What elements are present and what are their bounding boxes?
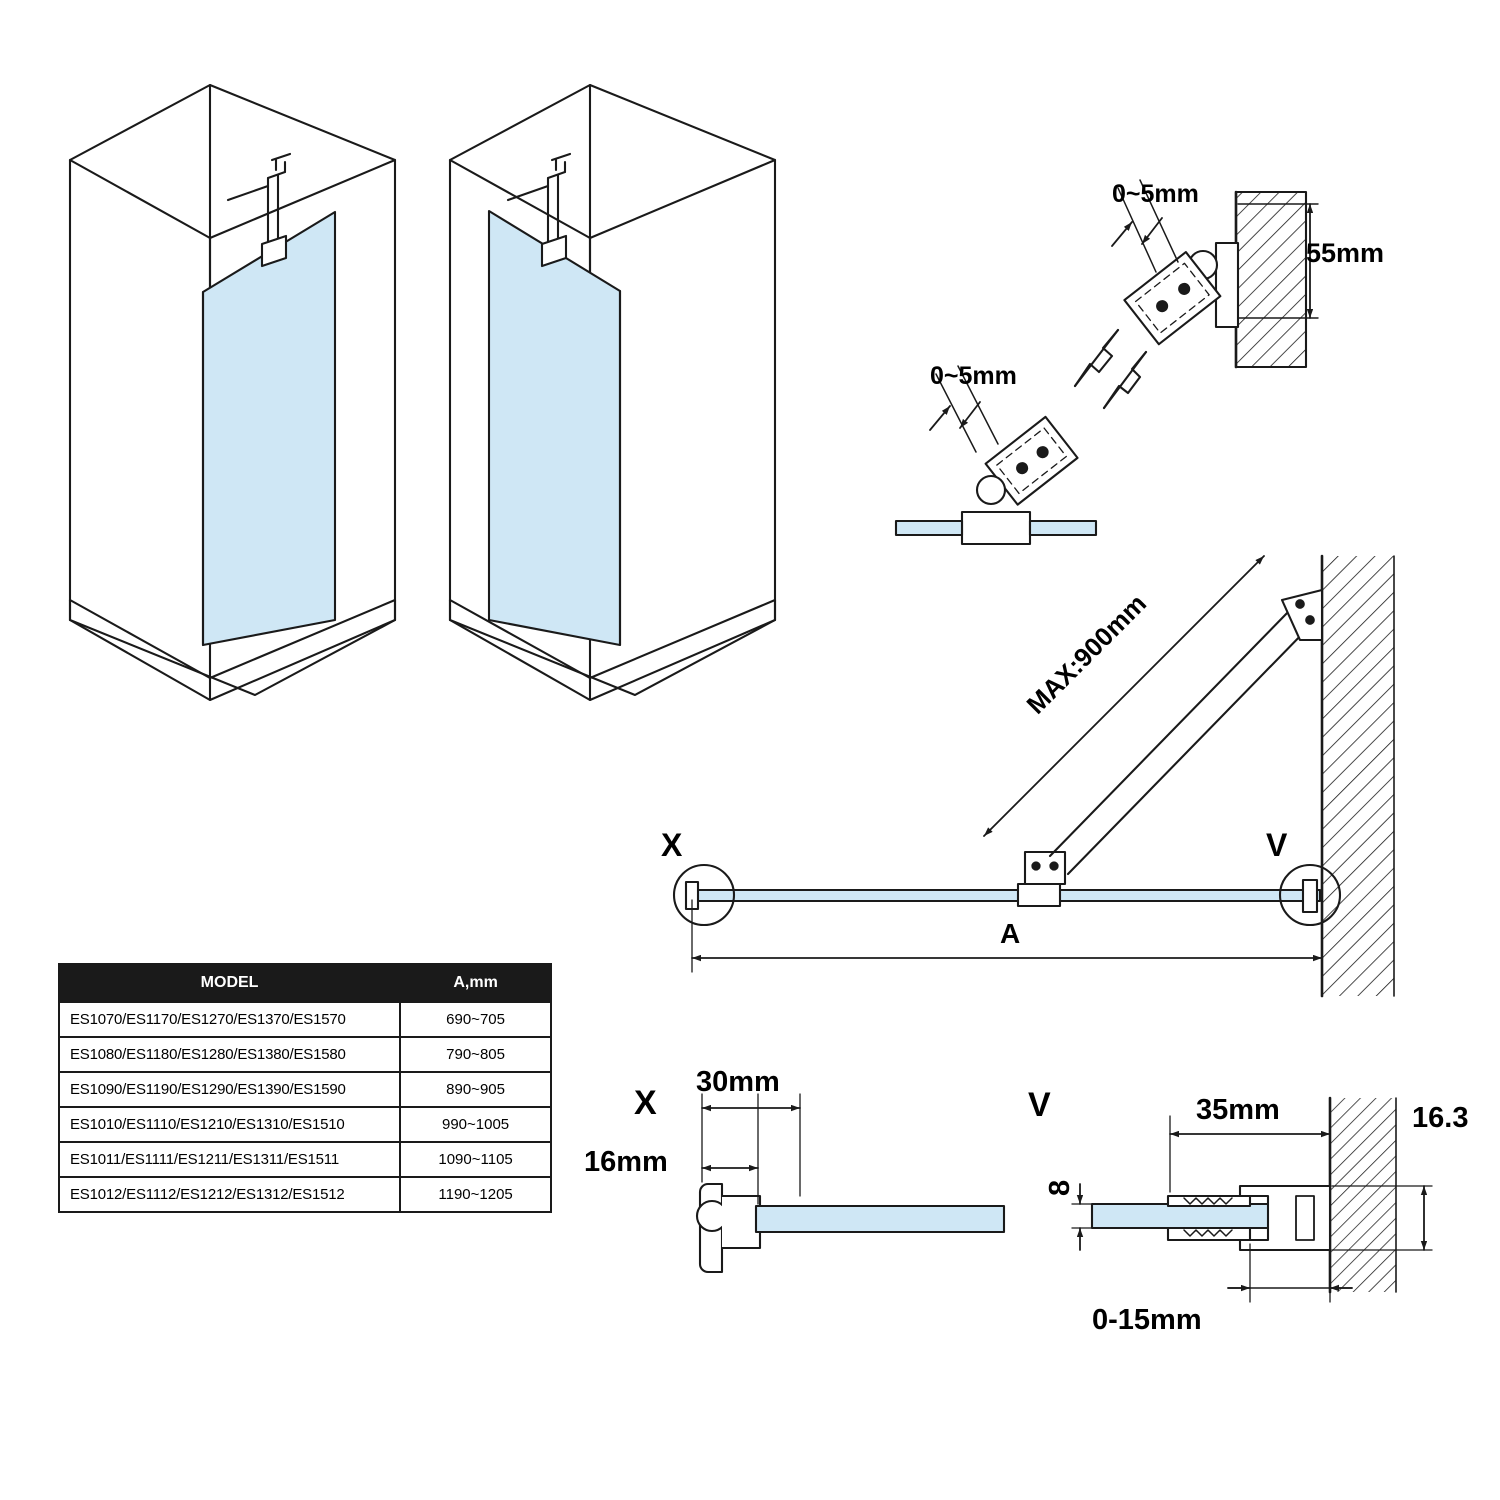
cell-model: ES1010/ES1110/ES1210/ES1310/ES1510 [59,1107,400,1142]
cell-a: 1190~1205 [400,1177,551,1212]
column-header-model: MODEL [59,964,400,1002]
glass-thickness-label: 8 [1044,1179,1076,1196]
table-row [59,1072,551,1107]
detail-x-inner-width-label: 16mm [584,1146,668,1178]
cell-a: 890~905 [400,1072,551,1107]
table-row [59,1177,551,1212]
cell-model: ES1070/ES1170/ES1270/ES1370/ES1570 [59,1002,400,1037]
cell-a: 1090~1105 [400,1142,551,1177]
cell-model: ES1011/ES1111/ES1211/ES1311/ES1511 [59,1142,400,1177]
cell-a: 690~705 [400,1002,551,1037]
bracket-gap-top-label: 0~5mm [1112,180,1199,208]
table-row [59,1002,551,1037]
table-row [59,1037,551,1072]
cell-a: 790~805 [400,1037,551,1072]
table-row [59,1107,551,1142]
cell-model: ES1090/ES1190/ES1290/ES1390/ES1590 [59,1072,400,1107]
detail-x-callout-label: X [634,1084,657,1122]
detail-v-profile-height-label: 16.3 [1412,1102,1469,1134]
plan-view [674,556,1394,996]
plan-callout-x-label: X [661,827,683,863]
cell-a: 990~1005 [400,1107,551,1142]
support-bar-length-label: MAX:900mm [1020,588,1153,720]
iso-left-enclosure [70,85,395,700]
detail-x [697,1094,1004,1272]
wall-plate-height-label: 55mm [1306,238,1385,268]
detail-v-profile-width-label: 35mm [1196,1094,1280,1126]
cell-model: ES1080/ES1180/ES1280/ES1380/ES1580 [59,1037,400,1072]
cell-model: ES1012/ES1112/ES1212/ES1312/ES1512 [59,1177,400,1212]
column-header-a: A,mm [400,964,551,1002]
table-row [59,1142,551,1177]
plan-width-dim-label: A [1000,918,1021,949]
model-size-table [58,963,552,1213]
detail-v [1072,1094,1432,1302]
detail-v-callout-label: V [1028,1086,1051,1124]
plan-callout-v-label: V [1266,827,1288,863]
detail-x-profile-width-label: 30mm [696,1066,780,1098]
bracket-gap-lower-label: 0~5mm [930,362,1017,390]
iso-right-enclosure [450,85,775,700]
detail-v-adjustment-label: 0-15mm [1092,1304,1202,1336]
table-header-row [59,964,551,1002]
